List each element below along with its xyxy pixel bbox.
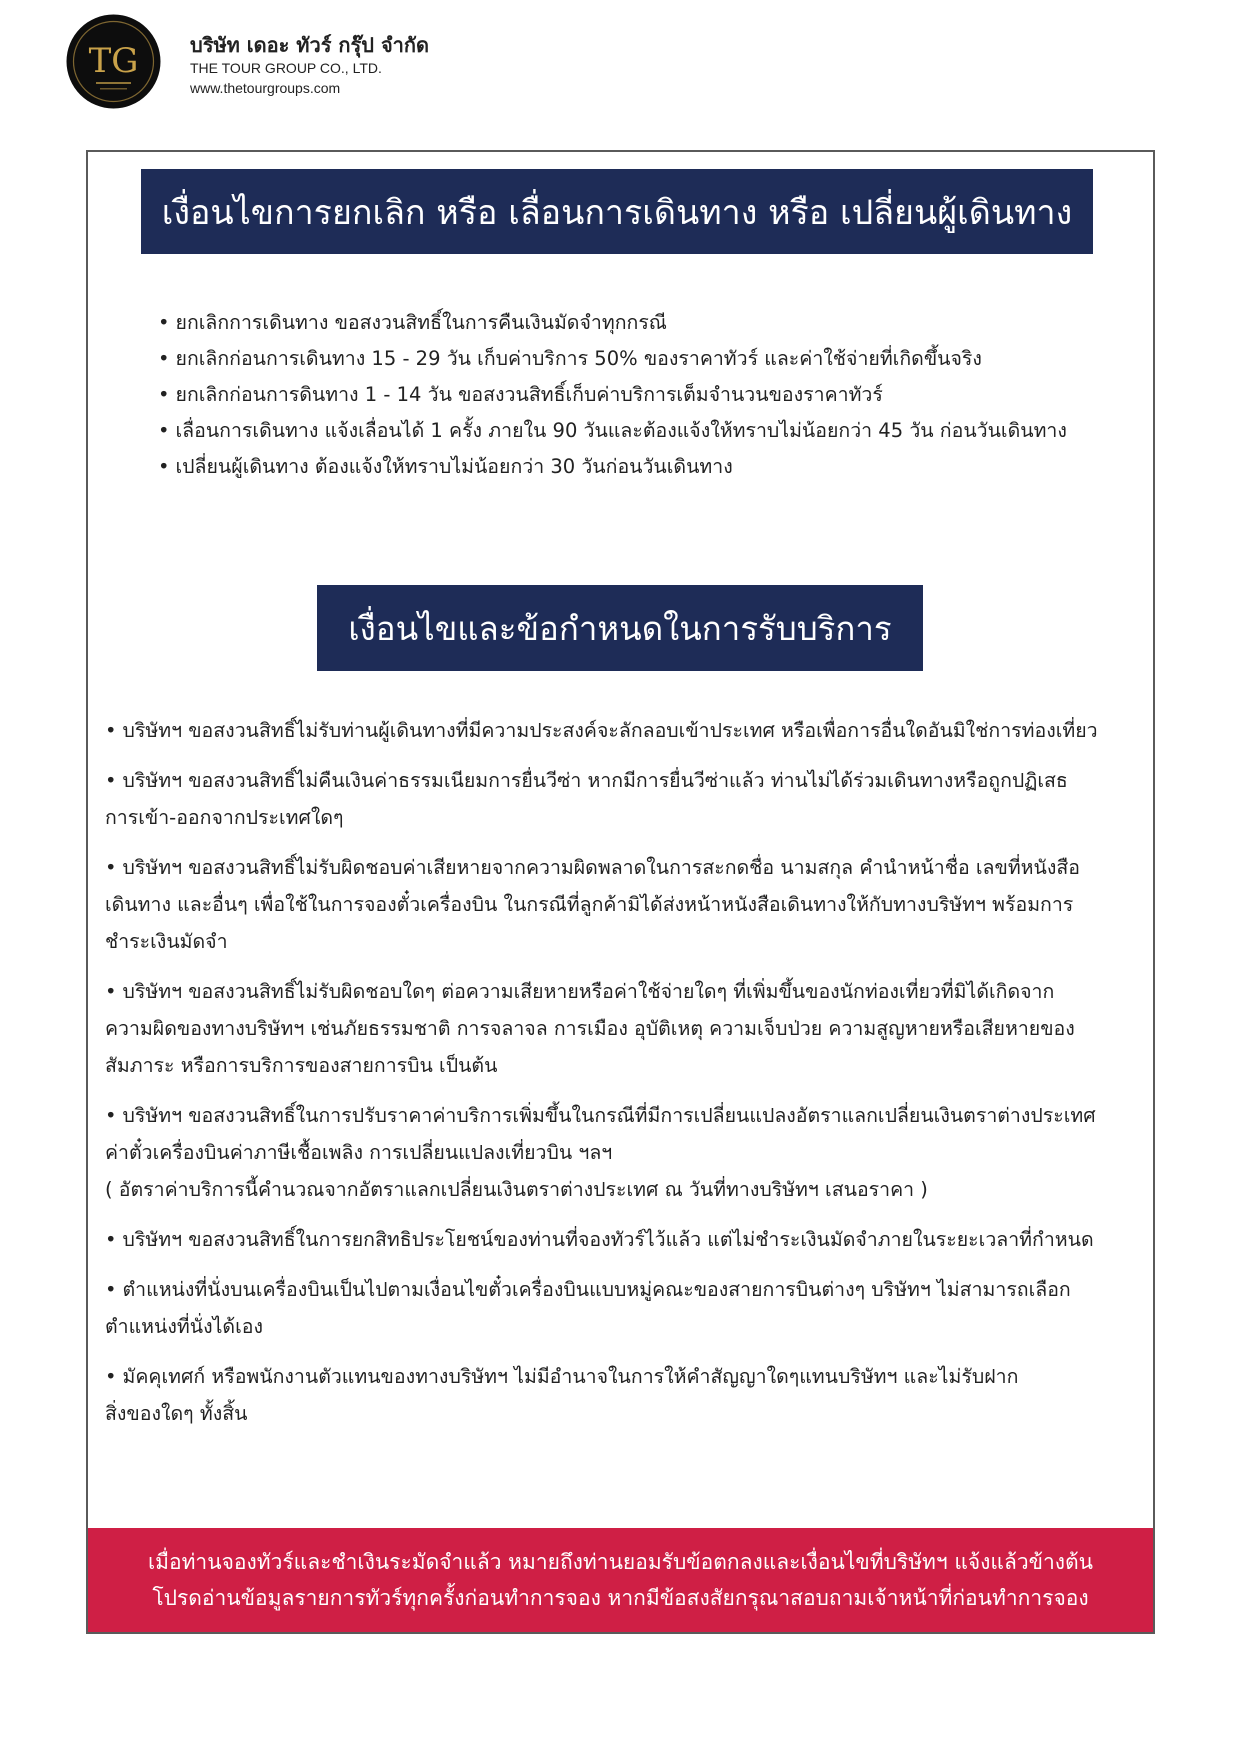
terms-frame [86,150,1155,1634]
list-item [105,1358,1135,1432]
cancellation-list [158,305,1118,485]
section-title-cancellation: เงื่อนไขการยกเลิก หรือ เลื่อนการเดินทาง หรือ เปลี่ยนผู้เดินทาง [141,169,1093,254]
service-terms-list [105,712,1135,1445]
list-item-line: ค่าตั๋วเครื่องบินค่าภาษีเชื้อเพลิง การเปลี่ยนแปลงเที่ยวบิน ฯลฯ [105,1141,613,1164]
list-item [105,849,1135,960]
list-item-line: เดินทาง และอื่นๆ เพื่อใช้ในการจองตั๋วเครื่องบิน ในกรณีที่ลูกค้ามิได้ส่งหน้าหนังสือเดินทางให้กับทางบริษัทฯ พร้อมการ [105,893,1074,916]
company-website: www.thetourgroups.com [190,80,341,96]
list-item-line: • บริษัทฯ ขอสงวนสิทธิ์ไม่คืนเงินค่าธรรมเนียมการยื่นวีซ่า หากมีการยื่นวีซ่าแล้ว ท่านไม่ได้ร่วมเดินทางหรือถูกปฏิเสธ [105,762,1135,799]
list-item [105,712,1135,749]
list-item-line: • ตำแหน่งที่นั่งบนเครื่องบินเป็นไปตามเงื่อนไขตั๋วเครื่องบินแบบหมู่คณะของสายการบินต่างๆ บริษัทฯ ไม่สามารถเลือก [105,1271,1135,1308]
list-item-line: • บริษัทฯ ขอสงวนสิทธิ์ในการปรับราคาค่าบริการเพิ่มขึ้นในกรณีที่มีการเปลี่ยนแปลงอัตราแลกเปลี่ยนเงินตราต่างประเทศ [105,1097,1135,1134]
page-header [66,14,766,110]
list-item [105,762,1135,836]
company-info [190,32,429,98]
list-item: • เลื่อนการเดินทาง แจ้งเลื่อนได้ 1 ครั้ง ภายใน 90 วันและต้องแจ้งให้ทราบไม่น้อยกว่า 45 วัน ก่อนวันเดินทาง [158,413,1118,449]
company-name-thai: บริษัท เดอะ ทัวร์ กรุ๊ป จำกัด [190,33,429,57]
list-item: • ยกเลิกก่อนการดินทาง 1 - 14 วัน ขอสงวนสิทธิ์เก็บค่าบริการเต็มจำนวนของราคาทัวร์ [158,377,1118,413]
list-item-line: • บริษัทฯ ขอสงวนสิทธิ์ในการยกสิทธิประโยชน์ของท่านที่จองทัวร์ไว้แล้ว แต่ไม่ชำระเงินมัดจำภายในระยะเวลาที่กำหนด [105,1221,1135,1258]
notice-line: เมื่อท่านจองทัวร์และชำเงินระมัดจำแล้ว หมายถึงท่านยอมรับข้อตกลงและเงื่อนไขที่บริษัทฯ แจ้งแล้วข้างต้น [147,1550,1094,1574]
list-item-line: • บริษัทฯ ขอสงวนสิทธิ์ไม่รับผิดชอบใดๆ ต่อความเสียหายหรือค่าใช้จ่ายใดๆ ที่เพิ่มขึ้นของนักท่องเที่ยวที่มิได้เกิดจาก [105,973,1135,1010]
list-item-line: สัมภาระ หรือการบริการของสายการบิน เป็นต้น [105,1054,498,1077]
booking-notice-banner [88,1528,1153,1632]
company-name-english: THE TOUR GROUP CO., LTD. [190,60,382,76]
list-item-line: สิ่งของใดๆ ทั้งสิ้น [105,1402,248,1425]
svg-text:TG: TG [88,41,139,81]
list-item-line: ตำแหน่งที่นั่งได้เอง [105,1315,263,1338]
list-item: • ยกเลิกการเดินทาง ขอสงวนสิทธิ์ในการคืนเงินมัดจำทุกกรณี [158,305,1118,341]
list-item [105,1221,1135,1258]
list-item: • ยกเลิกก่อนการเดินทาง 15 - 29 วัน เก็บค่าบริการ 50% ของราคาทัวร์ และค่าใช้จ่ายที่เกิดขึ้นจริง [158,341,1118,377]
list-item-line: • มัคคุเทศก์ หรือพนักงานตัวแทนของทางบริษัทฯ ไม่มีอำนาจในการให้คำสัญญาใดๆแทนบริษัทฯ และไม่รับฝาก [105,1358,1135,1395]
list-item-line: การเข้า-ออกจากประเทศใดๆ [105,806,344,829]
list-item: • เปลี่ยนผู้เดินทาง ต้องแจ้งให้ทราบไม่น้อยกว่า 30 วันก่อนวันเดินทาง [158,449,1118,485]
section-title-service-terms: เงื่อนไขและข้อกำหนดในการรับบริการ [317,585,923,671]
list-item-line: ชำระเงินมัดจำ [105,930,228,953]
list-item-line: • บริษัทฯ ขอสงวนสิทธิ์ไม่รับผิดชอบค่าเสียหายจากความผิดพลาดในการสะกดชื่อ นามสกุล คำนำหน้าชื่อ เลขที่หนังสือ [105,849,1135,886]
list-item [105,1097,1135,1208]
notice-line: โปรดอ่านข้อมูลรายการทัวร์ทุกครั้งก่อนทำการจอง หากมีข้อสงสัยกรุณาสอบถามเจ้าหน้าที่ก่อนทำการจอง [152,1586,1089,1610]
list-item-line: • บริษัทฯ ขอสงวนสิทธิ์ไม่รับท่านผู้เดินทางที่มีความประสงค์จะลักลอบเข้าประเทศ หรือเพื่อการอื่นใดอันมิใช่การท่องเที่ยว [105,712,1135,749]
list-item [105,1271,1135,1345]
list-item [105,973,1135,1084]
logo-emblem-icon [66,14,161,109]
company-logo [66,14,161,109]
list-item-line: ( อัตราค่าบริการนี้คำนวณจากอัตราแลกเปลี่ยนเงินตราต่างประเทศ ณ วันที่ทางบริษัทฯ เสนอราคา ) [105,1178,928,1201]
list-item-line: ความผิดของทางบริษัทฯ เช่นภัยธรรมชาติ การจลาจล การเมือง อุบัติเหตุ ความเจ็บป่วย ความสูญหายหรือเสียหายของ [105,1017,1075,1040]
